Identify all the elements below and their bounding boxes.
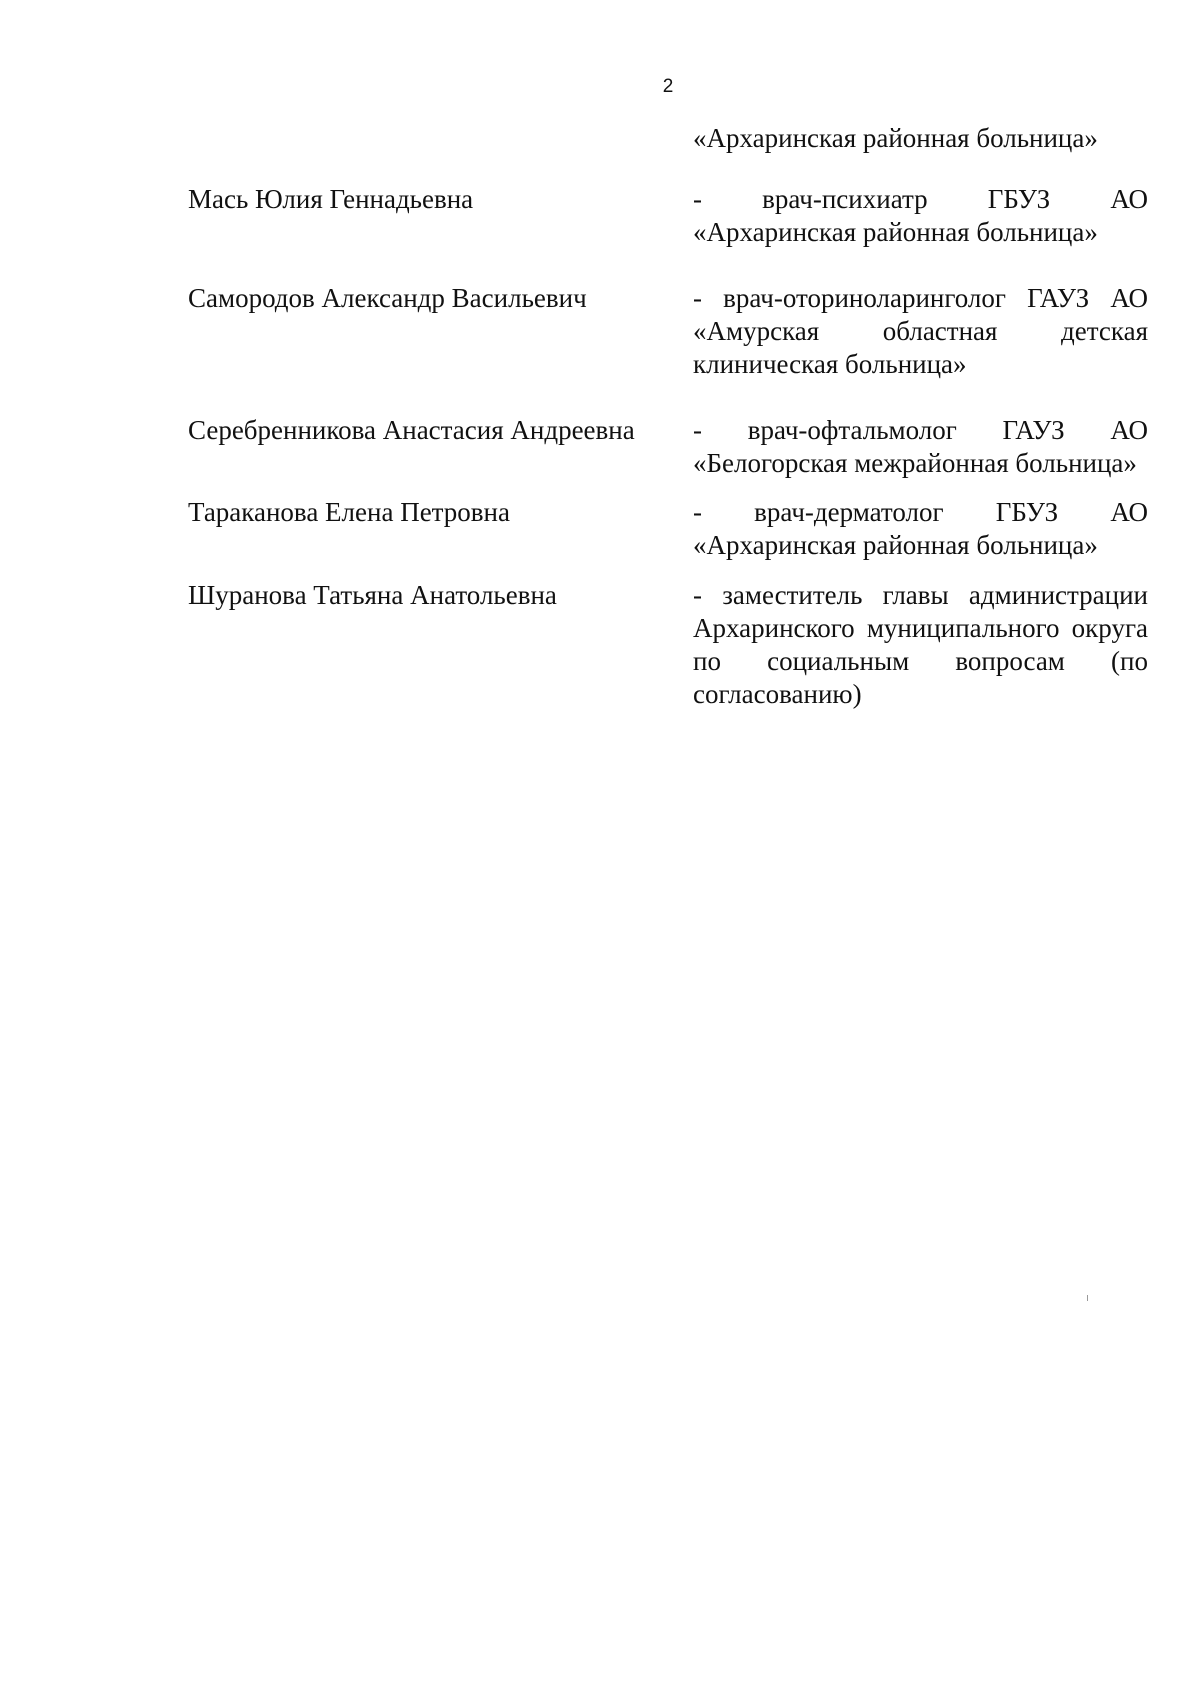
member-role: - врач-офтальмолог ГАУЗ АО «Белогорская межрайонная больница» <box>693 415 1148 478</box>
scan-mark <box>1087 1295 1088 1301</box>
member-name: Самородов Александр Васильевич <box>188 283 587 313</box>
page-number: 2 <box>662 76 674 97</box>
member-name: Мась Юлия Геннадьевна <box>188 184 474 214</box>
continuation-text: «Архаринская районная больница» <box>693 123 1098 153</box>
member-name: Тараканова Елена Петровна <box>188 497 510 527</box>
member-name: Шуранова Татьяна Анатольевна <box>188 580 557 610</box>
member-role: - врач-психиатр ГБУЗ АО «Архаринская районная больница» <box>693 184 1148 247</box>
member-role: - врач-дерматолог ГБУЗ АО «Архаринская районная больница» <box>693 497 1148 560</box>
member-role: - врач-оториноларинголог ГАУЗ АО «Амурская областная детская клиническая больница» <box>693 283 1148 379</box>
member-role: - заместитель главы администрации Архаринского муниципального округа по социальным вопросам (по согласованию) <box>693 580 1148 709</box>
member-name: Серебренникова Анастасия Андреевна <box>188 415 635 445</box>
